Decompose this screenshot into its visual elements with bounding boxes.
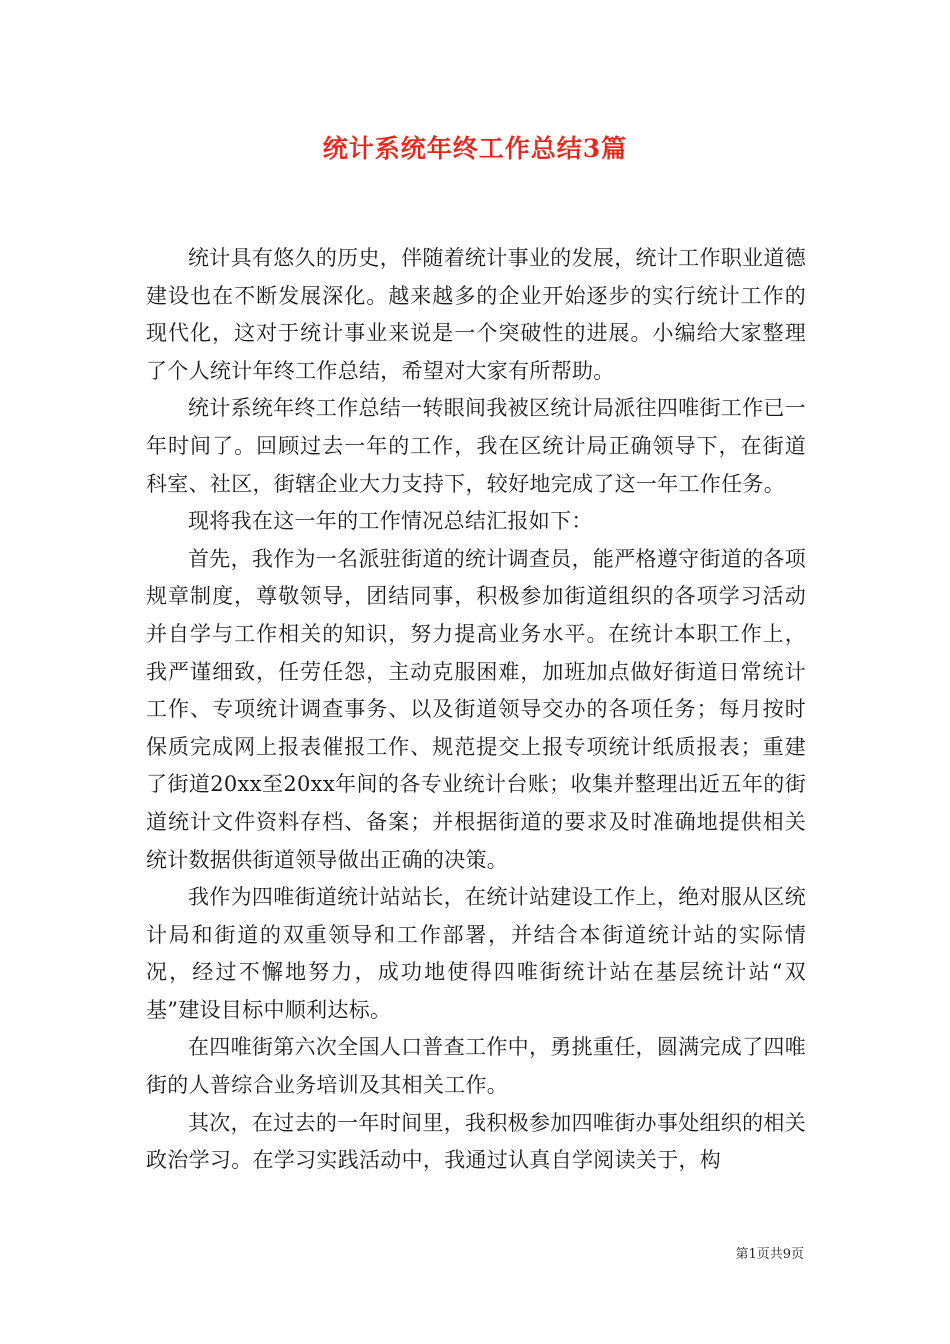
document-title: 统计系统年终工作总结3篇 — [322, 134, 628, 163]
document-body — [146, 240, 806, 1180]
paragraph-intro: 统计具有悠久的历史，伴随着统计事业的发展，统计工作职业道德建设也在不断发展深化。越来越多的企业开始逐步的实行统计工作的现代化，这对于统计事业来说是一个突破性的进展。小编给大家整理了个人统计年终工作总结，希望对大家有所帮助。 — [146, 246, 806, 383]
paragraph-second: 其次，在过去的一年时间里，我积极参加四唯街办事处组织的相关政治学习。在学习实践活动中，我通过认真自学阅读关于，构 — [146, 1110, 806, 1173]
paragraph-station: 我作为四唯街道统计站站长，在统计站建设工作上，绝对服从区统计局和街道的双重领导和工作部署，并结合本街道统计站的实际情况，经过不懈地努力，成功地使得四唯街统计站在基层统计站“双基”建设目标中顺利达标。 — [146, 885, 806, 1022]
paragraph-census: 在四唯街第六次全国人口普查工作中，勇挑重任，圆满完成了四唯街的人普综合业务培训及其相关工作。 — [146, 1035, 806, 1098]
paragraph-first: 首先，我作为一名派驻街道的统计调查员，能严格遵守街道的各项规章制度，尊敬领导，团结同事，积极参加街道组织的各项学习活动并自学与工作相关的知识，努力提高业务水平。在统计本职工作上，我严谨细致，任劳任怨，主动克服困难，加班加点做好街道日常统计工作、专项统计调查事务、以及街道领导交办的各项任务；每月按时保质完成网上报表催报工作、规范提交上报专项统计纸质报表；重建了街道20xx至20xx年间的各专业统计台账；收集并整理出近五年的街道统计文件资料存档、备案；并根据街道的要求及时准确地提供相关统计数据供街道领导做出正确的决策。 — [146, 546, 806, 872]
page-number: 第1页共9页 — [735, 1247, 804, 1262]
paragraph-report-lead: 现将我在这一年的工作情况总结汇报如下： — [188, 509, 593, 534]
paragraph-summary-one: 统计系统年终工作总结一转眼间我被区统计局派往四唯街工作已一年时间了。回顾过去一年的工作，我在区统计局正确领导下，在街道科室、社区，街辖企业大力支持下，较好地完成了这一年工作任务。 — [146, 396, 806, 496]
